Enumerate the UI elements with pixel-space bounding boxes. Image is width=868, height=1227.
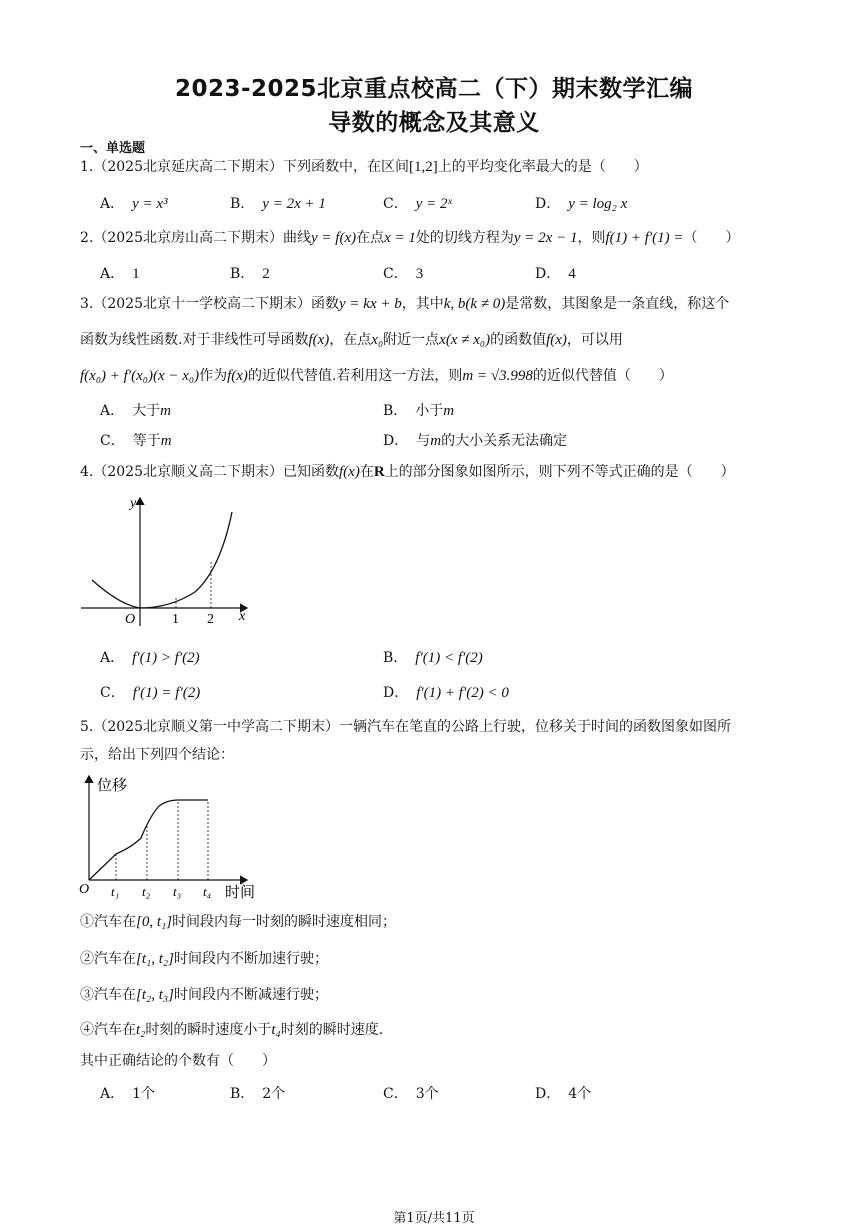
q4-option-b: B． f′(1) < f′(2) bbox=[383, 650, 483, 666]
q4-option-a: A． f′(1) > f′(2) bbox=[100, 650, 200, 666]
q5-option-b: B． 2个 bbox=[230, 1086, 286, 1102]
statement-1: ①汽车在[0, t₁]时间段内每一时刻的瞬时速度相同； bbox=[80, 914, 397, 930]
origin-label: O bbox=[79, 882, 90, 897]
q2-option-a: A． 1 bbox=[100, 266, 140, 282]
question-1: 1.（2025北京延庆高二下期末）下列函数中，在区间[1,2]上的平均变化率最大的是（ ） bbox=[80, 159, 648, 175]
question-3-line-3: f(x₀) + f′(x₀)(x − x₀)作为f(x)的近似代替值.若利用这一方法，则m = √3.998的近似代替值（ ） bbox=[80, 368, 673, 384]
q3-option-b: B． 小于m bbox=[383, 403, 455, 419]
page-footer: 第1页/共11页 bbox=[393, 1211, 475, 1226]
q1-option-d: D． y = log₂ x bbox=[535, 196, 628, 212]
q3-option-c: C． 等于m bbox=[100, 433, 172, 449]
q2-option-b: B． 2 bbox=[230, 266, 270, 282]
q1-option-c: C． y = 2ˣ bbox=[383, 196, 452, 212]
q5-displacement-graph bbox=[75, 770, 265, 902]
question-5-line-2: 示，给出下列四个结论： bbox=[80, 747, 234, 763]
question-5-prompt: 其中正确结论的个数有（ ） bbox=[80, 1053, 276, 1069]
q5-option-d: D． 4个 bbox=[535, 1086, 592, 1102]
section-heading: 一、单选题 bbox=[80, 141, 146, 156]
q1-option-b: B． y = 2x + 1 bbox=[230, 196, 326, 212]
document-subtitle: 导数的概念及其意义 bbox=[328, 110, 540, 136]
q4-function-graph bbox=[75, 490, 255, 630]
question-3-line-1: 3.（2025北京十一学校高二下期末）函数y = kx + b，其中k, b(k ≠ 0)是常数，其图象是一条直线，称这个 bbox=[80, 296, 730, 312]
question-5-line-1: 5.（2025北京顺义第一中学高二下期末）一辆汽车在笔直的公路上行驶，位移关于时间的函数图象如图所 bbox=[80, 719, 731, 735]
q5-option-a: A． 1个 bbox=[100, 1086, 156, 1102]
question-4: 4.（2025北京顺义高二下期末）已知函数f(x)在R上的部分图象如图所示，则下列不等式正确的是（ ） bbox=[80, 464, 735, 480]
q2-option-c: C． 3 bbox=[383, 266, 424, 282]
q4-option-c: C． f′(1) = f′(2) bbox=[100, 685, 201, 701]
q5-option-c: C． 3个 bbox=[383, 1086, 439, 1102]
time-label: 时间 bbox=[225, 885, 256, 901]
q3-option-d: D． 与m的大小关系无法确定 bbox=[383, 433, 568, 449]
q4-option-d: D． f′(1) + f′(2) < 0 bbox=[383, 685, 509, 701]
t1-label: t₁ bbox=[111, 884, 120, 899]
document-title: 2023-2025北京重点校高二（下）期末数学汇编 bbox=[174, 76, 694, 102]
question-3-line-2: 函数为线性函数.对于非线性可导函数f(x)，在点x₀附近一点x(x ≠ x₀)的函数值f(x)，可以用 bbox=[80, 332, 623, 348]
statement-3: ③汽车在[t₂, t₃]时间段内不断减速行驶； bbox=[80, 987, 328, 1003]
tick-label-1: 1 bbox=[172, 612, 179, 627]
origin-label: O bbox=[125, 612, 136, 627]
displacement-curve bbox=[89, 800, 208, 880]
x-axis-label: x bbox=[239, 609, 246, 624]
displacement-label: 位移 bbox=[97, 778, 128, 794]
tick-label-2: 2 bbox=[207, 612, 214, 627]
q3-option-a: A． 大于m bbox=[100, 403, 171, 419]
t3-label: t₃ bbox=[173, 884, 182, 899]
statement-2: ②汽车在[t₁, t₂]时间段内不断加速行驶； bbox=[80, 951, 328, 967]
statement-4: ④汽车在t₂时刻的瞬时速度小于t₄时刻的瞬时速度. bbox=[80, 1022, 384, 1038]
q1-option-a: A． y = x³ bbox=[100, 196, 168, 212]
t4-label: t₄ bbox=[203, 884, 212, 899]
q2-option-d: D． 4 bbox=[535, 266, 576, 282]
t2-label: t₂ bbox=[142, 884, 151, 899]
y-axis-label: y bbox=[130, 496, 137, 511]
question-2: 2.（2025北京房山高二下期末）曲线y = f(x)在点x = 1处的切线方程为y = 2x − 1，则f(1) + f′(1) =（ ） bbox=[80, 230, 740, 246]
function-curve bbox=[92, 512, 232, 608]
